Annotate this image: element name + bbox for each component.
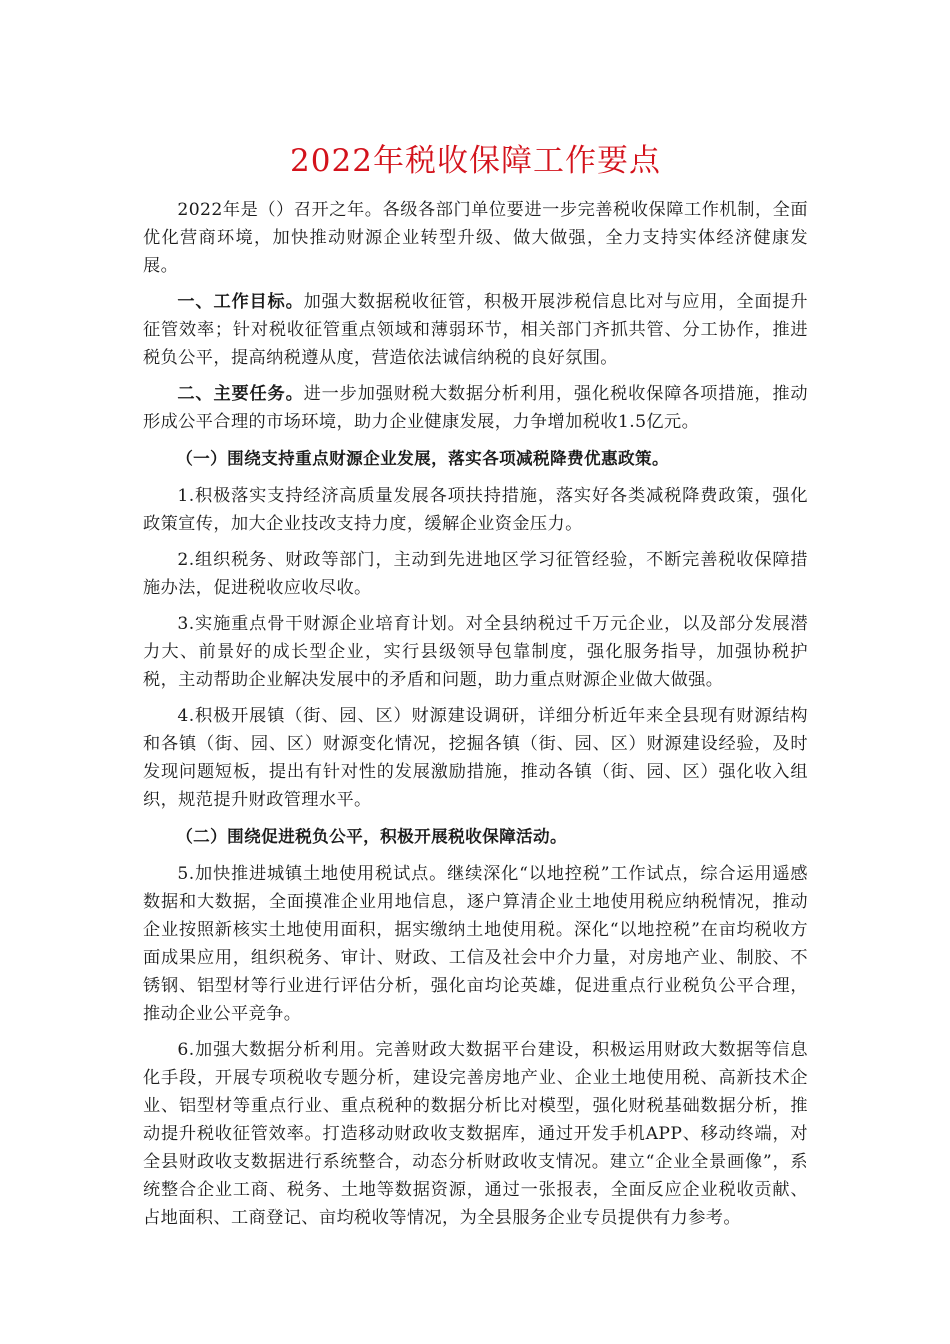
section-body: 加强大数据税收征管，积极开展涉税信息比对与应用，全面提升征管效率；针对税收征管重点领域和薄弱环节，相关部门齐抓共管、分工协作，推进税负公平，提高纳税遵从度，营造依法诚信纳税的良好氛围。 (143, 292, 808, 368)
subsection-heading-1: （一）围绕支持重点财源企业发展，落实各项减税降费优惠政策。 (176, 448, 670, 468)
intro-paragraph: 2022年是（）召开之年。各级各部门单位要进一步完善税收保障工作机制，全面优化营商环境，加快推动财源企业转型升级、做大做强，全力支持实体经济健康发展。 (143, 200, 808, 276)
task-item-3: 3.实施重点骨干财源企业培育计划。对全县纳税过千万元企业，以及部分发展潜力大、前景好的成长型企业，实行县级领导包靠制度，强化服务指导，加强协税护税，主动帮助企业解决发展中的矛盾和问题，助力重点财源企业做大做强。 (143, 614, 808, 690)
task-item-1: 1.积极落实支持经济高质量发展各项扶持措施，落实好各类减税降费政策，强化政策宣传，加大企业技改支持力度，缓解企业资金压力。 (143, 486, 808, 534)
subsection-heading-2: （二）围绕促进税负公平，积极开展税收保障活动。 (176, 826, 568, 846)
task-item-6: 6.加强大数据分析利用。完善财政大数据平台建设，积极运用财政大数据等信息化手段，开展专项税收专题分析，建设完善房地产业、企业土地使用税、高新技术企业、铝型材等重点行业、重点税种的数据分析比对模型，强化财税基础数据分析，推动提升税收征管效率。打造移动财政收支数据库，通过开发手机APP、移动终端，对全县财政收支数据进行系统整合，动态分析财政收支情况。建立“企业全景画像”，系统整合企业工商、税务、土地等数据资源，通过一张报表，全面反应企业税收贡献、占地面积、工商登记、亩均税收等情况，为全县服务企业专员提供有力参考。 (143, 1040, 808, 1228)
section-heading: 二、主要任务。 (177, 384, 304, 404)
task-item-5: 5.加快推进城镇土地使用税试点。继续深化“以地控税”工作试点，综合运用遥感数据和大数据，全面摸准企业用地信息，逐户算清企业土地使用税应纳税情况，推动企业按照新核实土地使用面积，据实缴纳土地使用税。深化“以地控税”在亩均税收方面成果应用，组织税务、审计、财政、工信及社会中介力量，对房地产业、制胶、不锈钢、铝型材等行业进行评估分析，强化亩均论英雄，促进重点行业税负公平合理，推动企业公平竞争。 (143, 864, 808, 1024)
section-body: 进一步加强财税大数据分析利用，强化税收保障各项措施，推动形成公平合理的市场环境，助力企业健康发展，力争增加税收1.5亿元。 (143, 384, 808, 432)
document-page (143, 138, 808, 1240)
task-item-2: 2.组织税务、财政等部门，主动到先进地区学习征管经验，不断完善税收保障措施办法，促进税收应收尽收。 (143, 550, 808, 598)
section-heading: 一、工作目标。 (177, 292, 304, 312)
section-main-tasks (143, 380, 808, 436)
section-work-goal (143, 288, 808, 372)
document-title: 2022年税收保障工作要点 (290, 143, 661, 179)
task-item-4: 4.积极开展镇（街、园、区）财源建设调研，详细分析近年来全县现有财源结构和各镇（街、园、区）财源变化情况，挖掘各镇（街、园、区）财源建设经验，及时发现问题短板，提出有针对性的发展激励措施，推动各镇（街、园、区）强化收入组织，规范提升财政管理水平。 (143, 706, 808, 810)
